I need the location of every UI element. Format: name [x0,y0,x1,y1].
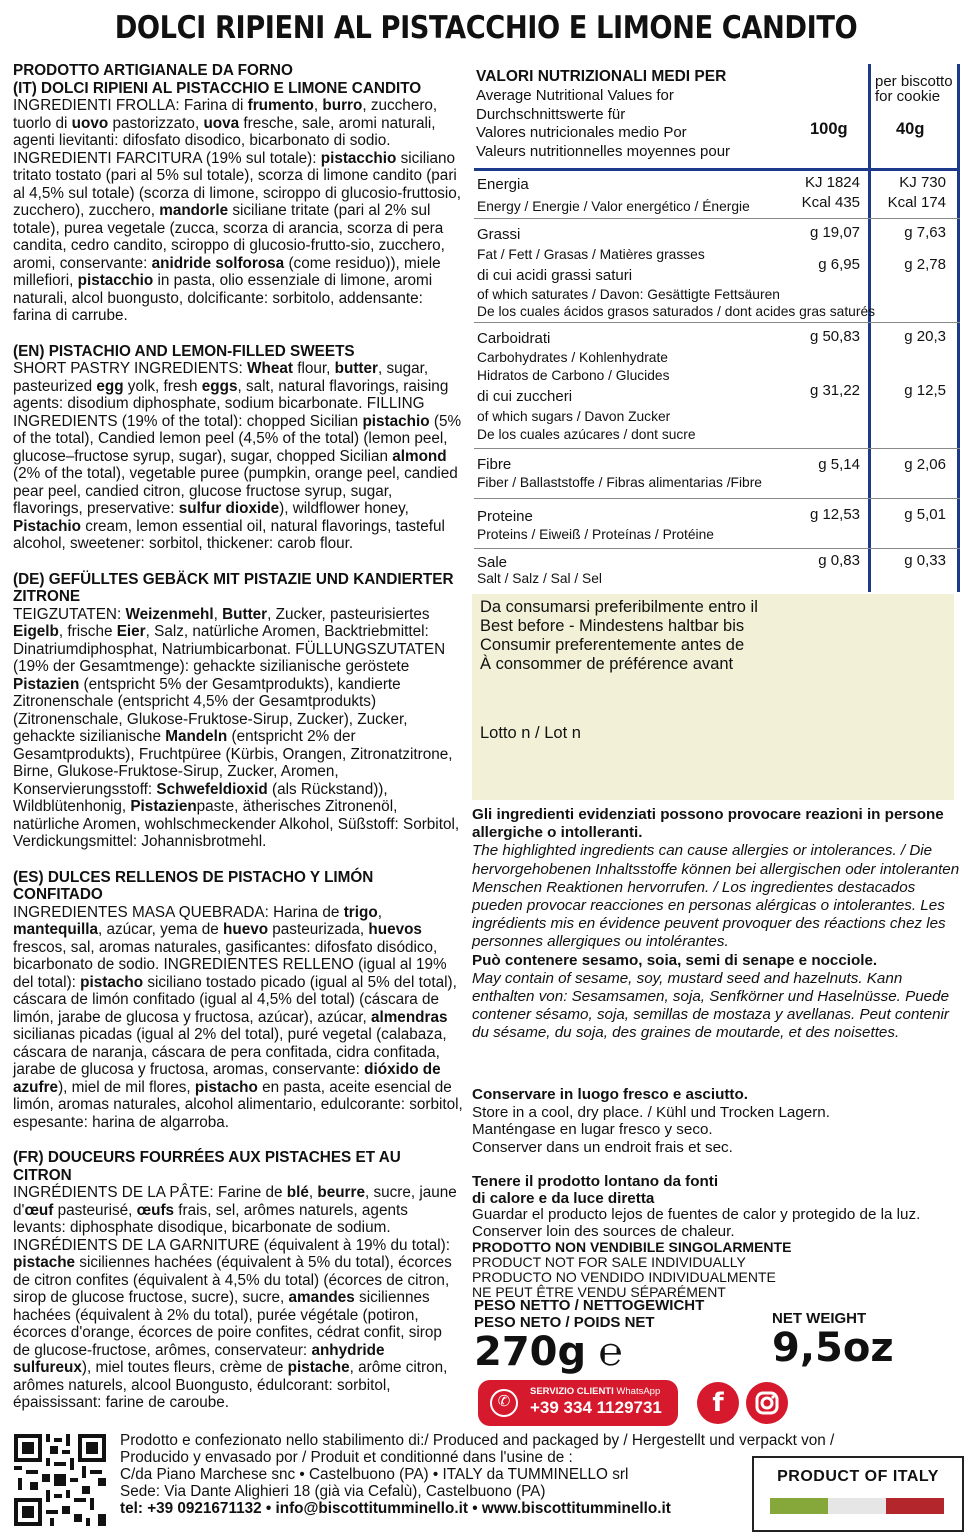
ingredient-text: flour, [292,360,335,377]
ingredient-text: fresche, sale, aromi naturali, agenti lievitanti: difosfato disodico, bicarbonato di sodio. INGREDIENTI FARCITURA (19% sul totale): [13,114,436,167]
ingredient-text: (5% of the total), Candied lemon peel (4,5% of the total) (lemon peel, glucose–fructose syrup, sugar), sugar, chopped Sicilian [13,412,462,465]
allergen-text: pistacho [80,973,144,991]
allergen-text: Pistachio [13,517,82,535]
value-40: g 5,01 [904,506,946,523]
subtitle-line: Average Nutritional Values for [476,87,674,104]
ingredient-text: , [377,903,382,921]
qr-code-graphic [14,1434,106,1526]
producer-headquarters: Sede: Via Dante Alighieri 18 (già via Cefalù), Castelbuono (PA) [120,1483,546,1500]
nutrition-subtitle-lines [476,87,730,161]
may-contain-note: Può contenere sesamo, soia, semi di senape e nocciole. [472,951,878,969]
storage-title: Conservare in luogo fresco e asciutto. [472,1086,748,1103]
body-en [13,360,463,553]
ingredient-text: TEIGZUTATEN: [13,605,126,623]
allergen-text: burro [322,97,363,114]
ingredient-text: (2% of the total), vegetable puree (pumpkin, orange peel, candied pear peel, candied citron, glucose fructose syrup, sugar, flavorings, preservative: [13,465,458,517]
label: di cui acidi grassi saturi [477,267,633,284]
allergen-text: blé [286,1184,309,1201]
allergen-text: anidride solforosa [151,254,285,272]
producer-line: Producido y envasado por / Produit et conditionné dans l'usine de : [120,1449,573,1466]
ingredient-text: paste, ätherisches Zitronenöl, natürliche Aromen, wohlschmeckender Alkohol, Süßstoff: Sorbitol, Verdickungsmittel: Johannisbrotmehl. [13,798,460,850]
storage-line: Store in a cool, dry place. / Kühl und Trocken Lagern. [472,1103,830,1121]
ingredient-text: SHORT PASTRY INGREDIENTS: [13,360,248,377]
ingredient-text: pasteurizada, [268,921,369,938]
value-100: KJ 1824 [804,174,860,191]
body-de [13,606,463,851]
ingredient-text: , Zucker, pasteurisiertes [267,605,430,623]
label: di cui zuccheri [477,388,573,405]
net-weight-value [474,1329,704,1375]
nutrition-table [474,64,960,592]
net-weight-label: PESO NETO / POIDS NET [474,1314,655,1331]
ingredient-text: frescos, sal, aromas naturales, gasificantes: difosfato disódico, bicarbonato de sodio. INGREDIENTES RELLENO (igual al 19% del total): [13,938,447,991]
service-app-text: WhatsApp [616,1386,661,1397]
row-carbs [474,324,960,449]
allergen-text: amandes [288,1289,355,1306]
sublabel: Fiber / Ballaststoffe / Fibras alimentarias /Fibre [477,475,762,490]
best-before-lines [480,598,758,674]
allergy-translations: The highlighted ingredients can cause allergies or intolerances. / Die hervorgehobenen Inhaltsstoffe können bei allergischen oder intoleranten Menschen Reaktionen hervorrufen. / Los ingredientes destacados pueden provocar reacciones en personas alérgicas o intolerantes. Les ingrédients mis en évidence peuvent provoquer des réactions chez les personnes allergiques ou intolérantes. [472,842,960,951]
allergen-text: Pistazien [13,675,80,693]
storage-line: Manténgase en lugar fresco y seco. [472,1121,713,1138]
heading-fr: (FR) DOUCEURS FOURRÉES AUX PISTACHES ET AU CITRON [13,1149,401,1184]
sublabel: Salt / Salz / Sal / Sel [477,571,602,586]
service-label-text: SERVIZIO CLIENTI [530,1386,614,1397]
net-weight-oz-block [772,1310,894,1371]
allergen-text: sulfur dioxide [178,500,280,517]
ingredient-text: , [308,1184,318,1201]
allergen-text: Pistazien [130,798,197,815]
value-40: Kcal 174 [887,194,946,211]
value-100: g 0,83 [818,552,860,569]
value-100: g 19,07 [809,224,860,241]
allergen-text: pistache [13,1254,76,1271]
ingredient-text: ), miel toutes fleurs, crème de [81,1359,288,1376]
row-fat [474,220,960,323]
ingredient-text: pasteurisé, [53,1201,137,1219]
heat-light-line: Guardar el producto lejos de fuentes de calor y protegido de la luz. [472,1206,921,1223]
ingredient-text: (come residuo)), miele millefiori, [13,254,441,289]
label: Sale [477,554,508,571]
heading-it: (IT) DOLCI RIPIENI AL PISTACCHIO E LIMONE CANDITO [13,79,422,97]
ingredient-text: pastorizzato, [108,114,204,132]
allergen-text: uovo [71,114,109,132]
ingredient-text: , [313,97,323,114]
ingredient-text: frais, sel, arômes naturels, agents levants: diphosphate disodique, bicarbonate de sodium. INGRÉDIENTS DE LA GARNITURE (équivalent à 19% du total): [13,1201,450,1254]
not-for-sale-line: PRODOTTO NON VENDIBILE SINGOLARMENTE [472,1239,792,1255]
may-contain-translations: May contain of sesame, soy, mustard seed and hazelnuts. Kann enthalten von: Sesamsamen, soja, Senfkörner und Haselnüsse. Puede contener sésamo, soja, semillas de mostaza y avellanas. Peut contenir du sésame, du soja, des graines de moutarde, et des noisettes. [472,969,950,1042]
value-40: g 2,06 [904,456,946,473]
value-100: Kcal 435 [801,194,860,211]
allergen-text: œuf [24,1201,54,1219]
allergen-text: eggs [201,377,238,395]
best-before-line: À consommer de préférence avant [480,655,734,673]
value-100: g 6,95 [818,256,860,273]
facebook-icon[interactable]: f [697,1382,739,1424]
flag-red [886,1498,944,1514]
allergen-text: butter [334,360,378,377]
allergen-text: Wheat [247,360,293,377]
ingredient-text: ), wildflower honey, [279,500,409,517]
value-100: g 5,14 [818,456,860,473]
allergy-highlight-note: Gli ingredienti evidenziati possono provocare reazioni in persone allergiche o intolleranti. [472,806,944,842]
ingredient-text: , frische [58,623,117,640]
ingredients-es [13,869,463,1132]
heading-de: (DE) GEFÜLLTES GEBÄCK MIT PISTAZIE UND KANDIERTER ZITRONE [13,570,454,605]
estimated-sign-icon: ℮ [598,1330,623,1374]
value-40: g 12,5 [904,382,946,399]
allergen-text: trigo [343,903,378,921]
heading-es: (ES) DULCES RELLENOS DE PISTACHO Y LIMÓN CONFITADO [13,868,374,903]
value-40: g 20,3 [904,328,946,345]
service-phone: +39 334 1129731 [530,1398,662,1417]
row-energy [474,170,960,219]
ingredient-text: , zucchero, tuorlo di [13,97,438,132]
allergen-text: pistachio [362,412,430,430]
row-salt [474,550,960,592]
service-label [530,1386,660,1397]
ingredient-text: ), miel de mil flores, [58,1078,195,1096]
ingredient-text: yolk, fresh [123,377,202,395]
weight-grams: 270g [474,1329,587,1375]
sublabel: De los cuales ácidos grasos saturados / dont acides gras saturés [477,304,876,319]
ingredient-text: cream, lemon essential oil, natural flavorings, tasteful alcohol, sweetener: sorbitol, thickener: carob flour. [13,517,445,552]
label: Proteine [477,508,533,525]
subtitle-line: Valeurs nutritionnelles moyennes pour [476,142,731,160]
allergen-text: Butter [222,605,268,623]
ingredient-text: , azúcar, yema de [98,921,223,938]
allergen-text: dióxido de azufre [13,1061,441,1096]
label: Carboidrati [477,330,551,347]
ingredient-text: INGRÉDIENTS DE LA PÂTE: Farine de [13,1184,287,1201]
ingredient-text: INGREDIENTI FROLLA: Farina di [13,97,248,114]
label: Fibre [477,456,512,473]
instagram-icon[interactable] [746,1382,788,1424]
ingredient-text: , Salz, natürliche Aromen, Backtriebmittel: Dinatriumdiphosphat, Natriumbicarbonat. FÜLLUNGSZUTATEN (19% der Gesamtmenge): gehackte sizilianische geröstete [13,623,446,675]
heading-en: (EN) PISTACHIO AND LEMON-FILLED SWEETS [13,342,355,360]
product-title: DOLCI RIPIENI AL PISTACCHIO E LIMONE CANDITO [114,10,858,46]
sublabel: Fat / Fett / Grasas / Matières grasses [477,247,705,262]
value-100: g 12,53 [809,506,860,523]
ingredients-de [13,571,463,851]
ingredient-text: in pasta, olio essenziale di limone, aromi naturali, alcol buongusto, dolcificante: sorbitolo, addensante: farina di carrube. [13,272,433,324]
ingredient-text: sicilianas picadas (igual al 2% del total), puré vegetal (calabaza, cáscara de naranja, cáscara de pera confitada, cidra confitada, jarabe de glucosa y fructosa, aromas, conservante: [13,1026,447,1078]
sublabel: Proteins / Eiweiß / Proteínas / Protéine [477,527,714,542]
allergen-text: uova [203,114,240,132]
not-for-sale-block [472,1240,960,1300]
net-weight-oz-label: NET WEIGHT [772,1310,867,1327]
origin-label: PRODUCT OF ITALY [777,1468,939,1485]
whatsapp-service-badge[interactable] [478,1380,678,1426]
ingredient-text: siciliano tritato tostato (pari al 5% sul totale), scorza di limone candito (pari al 4,5% sul totale) (scorza di limone, sciroppo di glucosio-fruttosio, zucchero), zucchero, [13,149,462,219]
ingredient-text: en pasta, aceite esencial de limón, aromas naturales, alcohol alimentario, edulcorante: sorbitol, espesante: harina de algarroba. [13,1078,463,1131]
allergen-text: almond [392,447,447,465]
body-it [13,97,463,325]
ingredients-it [13,62,463,325]
flag-white [828,1498,886,1514]
allergen-text: Mandeln [165,728,228,745]
col-40g-label: per biscotto for cookie [875,73,953,105]
not-for-sale-line: PRODUCT NOT FOR SALE INDIVIDUALLY [472,1254,746,1270]
ingredient-text: (als Rückstand)), Wildblütenhonig, [13,780,388,815]
best-before-line: Consumir preferentemente antes de [480,636,745,654]
storage-line: Conserver dans un endroit frais et sec. [472,1138,733,1156]
heat-light-warning [472,1174,960,1300]
row-fibre [474,450,960,499]
allergen-text: pistacchio [77,272,154,289]
allergen-text: Eier [116,623,146,640]
allergen-text: Schwefeldioxid [156,780,268,798]
allergen-text: mantequilla [13,921,98,938]
allergen-text: huevos [368,921,422,938]
allergen-text: pistacho [194,1078,258,1096]
sublabel: Carbohydrates / Kohlenhydrate [477,350,668,365]
col-100g: 100g [810,120,848,138]
net-weight-label: PESO NETTO / NETTOGEWICHT [474,1297,705,1314]
ingredient-text: , sucre, jaune d' [13,1184,457,1219]
best-before-line: Best before - Mindestens haltbar bis [480,617,745,635]
allergen-text: egg [96,377,124,395]
qr-code[interactable] [14,1434,106,1526]
value-40: g 2,78 [904,256,946,273]
body-fr [13,1184,463,1412]
ingredients-column [13,62,463,1430]
ingredients-en [13,343,463,553]
ingredient-text: siciliennes hachées (équivalent à 2% du total), purée végétale (potiron, écorces d'orange, écorces de poire confites, cédrat confit, sirop de glucose-fructose, arômes, conservateur: [13,1289,442,1359]
sublabel: Hidratos de Carbono / Glucides [477,368,670,383]
allergen-text: pistacchio [320,149,397,167]
value-100: g 31,22 [809,382,860,399]
best-before-line: Da consumarsi preferibilmente entro il [480,598,758,616]
ingredient-text: , arôme citron, arômes naturels, alcool Buongusto, édulcorant: sorbitol, épaississant: farine de caroube. [13,1359,448,1411]
flag-green [770,1498,828,1514]
sublabel: De los cuales azúcares / dont sucre [477,427,696,442]
not-for-sale-line: NE PEUT ÊTRE VENDU SÉPARÉMENT [472,1284,726,1300]
storage-instructions [472,1086,960,1156]
sublabel: Energy / Energie / Valor energético / Énergie [477,199,750,214]
ingredient-text: (entspricht 2% der Gesamtprodukts), Fruchtpüree (Kürbis, Orangen, Zitronatzitrone, Birne, Glukose-Fruktose-Sirup, Zucker, Aromen, Konservierungsstoff: [13,728,453,798]
allergen-text: Eigelb [13,623,59,640]
label: Grassi [477,226,521,243]
nutrition-title: VALORI NUTRIZIONALI MEDI PER [476,68,727,85]
allergen-text: beurre [317,1184,365,1201]
value-40: g 7,63 [904,224,946,241]
heat-light-line: Conserver loin des sources de chaleur. [472,1222,735,1240]
label: Energia [477,176,529,193]
allergen-text: almendras [370,1008,448,1026]
row-protein [474,500,960,549]
net-weight-block [474,1297,704,1375]
instagram-glyph [746,1382,788,1424]
subtitle-line: Valores nutricionales medio Por [476,124,687,141]
ingredient-text: siciliano tostado picado (igual al 5% del total), cáscara de limón confitado (igual al 4,5% del total) (cáscara de limón, jarabe de glucosa y fructosa, azúcar), azúcar, [13,973,457,1026]
weight-oz: 9,5oz [772,1325,894,1371]
ingredient-text: , sugar, pasteurized [13,360,429,395]
producer-contacts[interactable]: tel: +39 0921671132 • info@biscottitumminello.it • www.biscottitumminello.it [120,1500,671,1517]
not-for-sale-line: PRODUCTO NO VENDIDO INDIVIDUALMENTE [472,1269,776,1285]
ingredient-text: , salt, natural flavorings, raising agents: disodium diphosphate, sodium bicarbonate. FILLING INGREDIENTS (19% of the total): chopped Sicilian [13,377,449,430]
product-of-italy-badge [752,1456,964,1532]
ingredient-text: , [213,605,223,623]
best-before-box [472,594,954,800]
allergen-text: huevo [223,921,269,938]
value-40: g 0,33 [904,552,946,569]
value-40: KJ 730 [899,174,946,191]
sublabel: of which saturates / Davon: Gesättigte Fettsäuren [477,287,780,302]
lot-label: Lotto n / Lot n [480,724,581,742]
artisan-line: PRODOTTO ARTIGIANALE DA FORNO [13,62,293,79]
sublabel: of which sugars / Davon Zucker [477,409,671,424]
col-40g: 40g [896,120,925,138]
allergen-text: frumento [247,97,314,114]
ingredient-text: INGREDIENTES MASA QUEBRADA: Harina de [13,903,344,921]
body-es [13,904,463,1132]
producer-line: Prodotto e confezionato nello stabilimento di:/ Produced and packaged by / Hergestellt und verpackt von / [120,1432,835,1449]
allergy-notice [472,806,960,1043]
allergen-text: anhydride sulfureux [13,1341,385,1376]
allergen-text: œufs [136,1201,175,1219]
heat-light-title: Tenere il prodotto lontano da fonti di calore e da luce diretta [472,1173,719,1207]
allergen-text: Weizenmehl [125,605,214,623]
value-100: g 50,83 [809,328,860,345]
ingredient-text: (entspricht 5% der Gesamtprodukts), kandierte Zitronenschale (entspricht 4,5% der Gesamtprodukts) (Zitronenschale, Glukose-Fruktose-Sirup, Zucker), Zucker, gehackte sizilianische [13,675,408,745]
producer-address: C/da Piano Marchese snc • Castelbuono (PA) • ITALY da TUMMINELLO srl [120,1466,629,1483]
ingredient-text: siciliane tritate (pari al 2% sul totale), purea vegetale (zucca, scorza di arancia, scorza di pera candita, cedro candito, sciroppo di glucosio-frutto-sio, zucchero, aromi, conservante: [13,202,445,272]
nutrition-header [474,64,960,171]
subtitle-line: Durchschnittswerte für [476,105,626,123]
allergen-text: mandorle [159,202,229,219]
allergen-text: pistache [287,1359,350,1376]
producer-info [120,1432,840,1517]
ingredients-fr [13,1149,463,1412]
whatsapp-icon: ✆ [490,1389,518,1417]
ingredient-text: siciliennes hachées (équivalent à 5% du total), écorces de citron confites (équivalent à 4,5% du total) (écorces de citron, sirop de glucose fructose, sucre), sucre, [13,1254,452,1306]
